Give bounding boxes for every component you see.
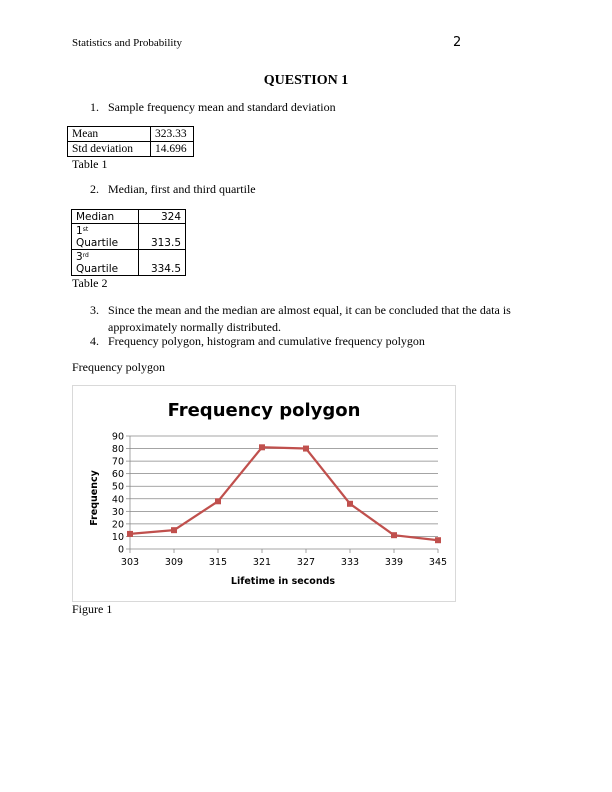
table-cell-value: 14.696 — [151, 142, 194, 157]
y-tick-label: 50 — [111, 481, 124, 493]
ordinal-suffix: rd — [82, 251, 89, 259]
table-row — [72, 250, 186, 276]
data-point — [127, 531, 133, 537]
table-caption: Table 1 — [72, 157, 108, 171]
y-tick-label: 20 — [111, 519, 124, 531]
table-row — [68, 127, 194, 142]
y-tick-label: 30 — [111, 506, 124, 518]
table-cell-value: 323.33 — [151, 127, 194, 142]
data-point — [215, 498, 221, 504]
table-1 — [67, 126, 194, 157]
list-item-number: 3. — [90, 303, 99, 317]
row-label: Median — [76, 210, 115, 223]
table-cell-label — [72, 224, 139, 250]
y-tick-label: 90 — [111, 431, 124, 443]
chart-series — [127, 444, 441, 543]
row-label-ordinal: 1 — [76, 224, 83, 237]
section-label: Frequency polygon — [72, 360, 165, 374]
table-cell-value: 324 — [139, 210, 186, 224]
chart-container — [72, 385, 456, 602]
row-label: Quartile — [76, 262, 119, 275]
y-tick-label: 10 — [111, 531, 124, 543]
table-cell-label — [72, 250, 139, 276]
table-cell-label: Std deviation — [68, 142, 151, 157]
x-tick-label: 309 — [164, 557, 184, 568]
list-item-text-continued: approximately normally distributed. — [108, 320, 281, 334]
data-point — [303, 446, 309, 452]
y-tick-label: 60 — [111, 469, 124, 481]
running-header-title: Statistics and Probability — [72, 37, 182, 49]
data-point — [259, 444, 265, 450]
x-axis-ticks — [121, 557, 447, 568]
x-tick-label: 303 — [120, 557, 140, 568]
page-number: 2 — [453, 35, 462, 50]
data-point — [171, 527, 177, 533]
ordinal-suffix: st — [82, 225, 89, 233]
table-caption: Table 2 — [72, 276, 108, 290]
x-tick-label: 327 — [296, 557, 316, 568]
question-title: QUESTION 1 — [263, 73, 349, 88]
list-item-text: Frequency polygon, histogram and cumulative frequency polygon — [108, 334, 425, 348]
row-label-ordinal: 3 — [76, 250, 83, 263]
list-item-text: Since the mean and the median are almost equal, it can be concluded that the data is — [108, 303, 511, 317]
chart-title: Frequency polygon — [167, 400, 361, 421]
y-tick-label: 70 — [111, 456, 124, 468]
figure-caption: Figure 1 — [72, 602, 113, 616]
y-tick-label: 80 — [111, 444, 124, 456]
row-label: Quartile — [76, 236, 119, 249]
list-item — [90, 334, 425, 349]
table-row — [68, 142, 194, 157]
data-point — [347, 501, 353, 507]
table-cell-label — [72, 210, 139, 224]
y-tick-label: 0 — [117, 544, 124, 556]
list-item-text: Sample frequency mean and standard deviation — [108, 100, 336, 114]
x-tick-label: 321 — [252, 557, 272, 568]
x-tick-label: 345 — [428, 557, 448, 568]
table-row — [72, 224, 186, 250]
frequency-polygon-chart — [73, 386, 455, 601]
table-2 — [71, 209, 186, 276]
table-cell-label: Mean — [68, 127, 151, 142]
data-point — [435, 537, 441, 543]
list-item-text: Median, first and third quartile — [108, 182, 256, 196]
table-cell-value: 313.5 — [139, 224, 186, 250]
x-axis-label: Lifetime in seconds — [230, 576, 336, 587]
list-item-number: 4. — [90, 334, 99, 348]
y-axis-label: Frequency — [89, 470, 100, 526]
x-tick-label: 315 — [208, 557, 228, 568]
data-point — [391, 532, 397, 538]
y-axis-ticks — [112, 432, 124, 556]
list-item — [90, 100, 336, 115]
list-item — [90, 303, 530, 335]
x-tick-label: 333 — [340, 557, 360, 568]
list-item — [90, 182, 256, 197]
list-item-number: 2. — [90, 182, 99, 196]
table-cell-value: 334.5 — [139, 250, 186, 276]
table-row — [72, 210, 186, 224]
y-tick-label: 40 — [111, 494, 124, 506]
x-tick-label: 339 — [384, 557, 404, 568]
list-item-number: 1. — [90, 100, 99, 114]
